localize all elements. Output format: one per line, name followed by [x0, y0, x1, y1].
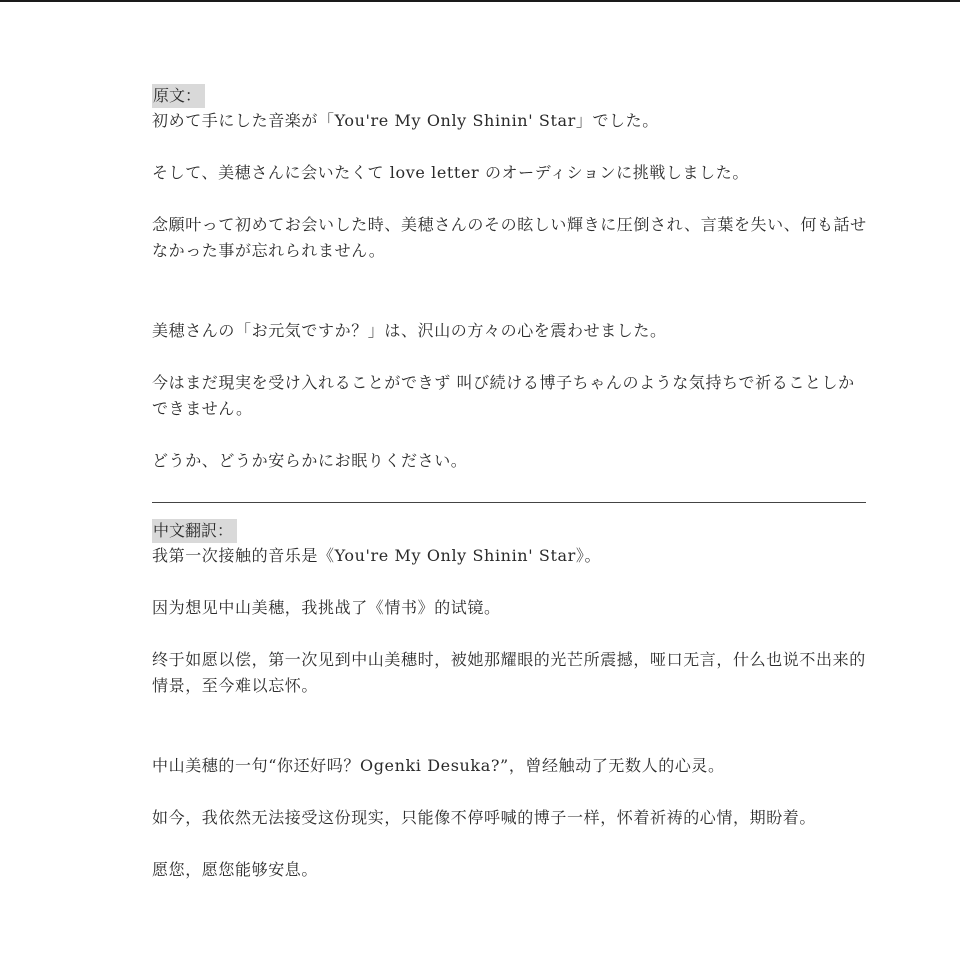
top-border	[0, 0, 960, 2]
translation-paragraph-6: 愿您，愿您能够安息。	[152, 860, 319, 879]
original-paragraph-3: 念願叶って初めてお会いした時、美穂さんのその眩しい輝きに圧倒され、言葉を失い、何も話せなかった事が忘れられません。	[152, 215, 867, 260]
original-paragraph-6: どうか、どうか安らかにお眠りください。	[152, 451, 468, 470]
translation-label: 中文翻訳：	[152, 519, 237, 543]
original-paragraph-4: 美穂さんの「お元気ですか？」は、沢山の方々の心を震わせました。	[152, 321, 667, 340]
translation-paragraph-2: 因为想见中山美穗，我挑战了《情书》的试镜。	[152, 598, 501, 617]
translation-paragraph-3: 终于如愿以偿，第一次见到中山美穗时，被她那耀眼的光芒所震撼，哑口无言，什么也说不出来的情景，至今难以忘怀。	[152, 650, 866, 695]
section-divider	[152, 502, 866, 503]
original-paragraph-1: 初めて手にした音楽が「You're My Only Shinin' Star」でした。	[152, 111, 659, 130]
translation-paragraph-1: 我第一次接触的音乐是《You're My Only Shinin' Star》。	[152, 546, 602, 565]
translation-paragraph-4: 中山美穗的一句“你还好吗？Ogenki Desuka?”，曾经触动了无数人的心灵。	[152, 756, 725, 775]
original-label: 原文：	[152, 84, 205, 108]
original-paragraph-2: そして、美穂さんに会いたくて love letter のオーディションに挑戦しました。	[152, 163, 749, 182]
translation-paragraph-5: 如今，我依然无法接受这份现实，只能像不停呼喊的博子一样，怀着祈祷的心情，期盼着。	[152, 808, 817, 827]
original-paragraph-5: 今はまだ現実を受け入れることができず 叫び続ける博子ちゃんのような気持ちで祈ることしかできません。	[152, 373, 855, 418]
document-page	[152, 84, 868, 883]
